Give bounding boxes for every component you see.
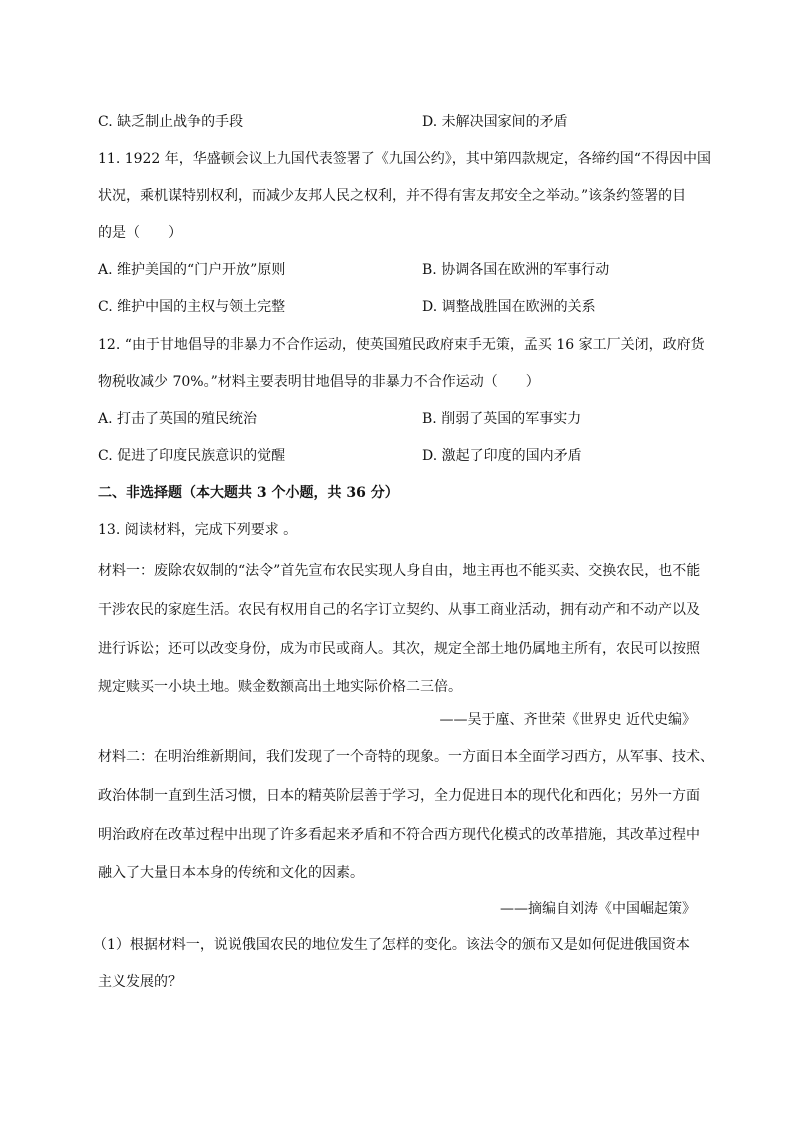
q13-intro: 13. 阅读材料，完成下列要求 。 — [98, 522, 298, 538]
q11-option-a: A. 维护美国的“门户开放”原则 — [98, 262, 286, 278]
q12-option-b: B. 削弱了英国的军事实力 — [422, 411, 582, 427]
q11-stem-line3: 的是（ ） — [98, 225, 182, 241]
q11-option-b: B. 协调各国在欧洲的军事行动 — [422, 262, 610, 278]
q10-option-c: C. 缺乏制止战争的手段 — [98, 114, 244, 130]
q13-sub1-line2: 主义发展的？ — [98, 974, 182, 990]
q11-stem-line1: 11. 1922 年，华盛顿会议上九国代表签署了《九国公约》，其中第四款规定，各缔约国“不得因中国 — [98, 151, 711, 167]
q12-option-a: A. 打击了英国的殖民统治 — [98, 411, 258, 427]
material2-source: ——摘编自刘涛《中国崛起策》 — [500, 901, 696, 917]
q12-stem-line1: 12. “由于甘地倡导的非暴力不合作运动，使英国殖民政府束手无策，孟买 16 家工厂关闭，政府货 — [98, 337, 705, 353]
q12-option-c: C. 促进了印度民族意识的觉醒 — [98, 448, 286, 464]
material2-line3: 明治政府在改革过程中出现了许多看起来矛盾和不符合西方现代化模式的改革措施，其改革过程中 — [98, 827, 700, 843]
material1-line3: 进行诉讼；还可以改变身份，成为市民或商人。其次，规定全部土地仍属地主所有，农民可以按照 — [98, 641, 700, 657]
q11-option-c: C. 维护中国的主权与领土完整 — [98, 299, 286, 315]
material1-source: ——吴于廑、齐世荣《世界史 近代史编》 — [439, 712, 696, 728]
q13-sub1-line1: （1）根据材料一，说说俄国农民的地位发生了怎样的变化。该法令的颁布又是如何促进俄国资本 — [93, 937, 690, 953]
q11-stem-line2: 状况，乘机谋特别权利，而减少友邦人民之权利，并不得有害友邦安全之举动。”该条约签署的目 — [98, 188, 687, 204]
material1-line2: 干涉农民的家庭生活。农民有权用自己的名字订立契约、从事工商业活动，拥有动产和不动产以及 — [98, 602, 700, 618]
material2-line1: 材料二：在明治维新期间，我们发现了一个奇特的现象。一方面日本全面学习西方，从军事、技术、 — [98, 749, 714, 765]
q12-option-d: D. 激起了印度的国内矛盾 — [422, 448, 582, 464]
section-heading: 二、非选择题（本大题共 3 个小题，共 36 分） — [98, 485, 399, 501]
material2-line2: 政治体制一直到生活习惯，日本的精英阶层善于学习，全力促进日本的现代化和西化；另外一方面 — [98, 788, 700, 804]
q12-stem-line2: 物税收减少 70%。”材料主要表明甘地倡导的非暴力不合作运动（ ） — [98, 374, 540, 390]
material1-line1: 材料一：废除农奴制的“法令”首先宣布农民实现人身自由，地主再也不能买卖、交换农民，也不能 — [98, 563, 701, 579]
q11-option-d: D. 调整战胜国在欧洲的关系 — [422, 299, 596, 315]
q10-option-d: D. 未解决国家间的矛盾 — [422, 114, 568, 130]
material2-line4: 融入了大量日本本身的传统和文化的因素。 — [98, 865, 364, 881]
material1-line4: 规定赎买一小块土地。赎金数额高出土地实际价格二三倍。 — [98, 679, 462, 695]
